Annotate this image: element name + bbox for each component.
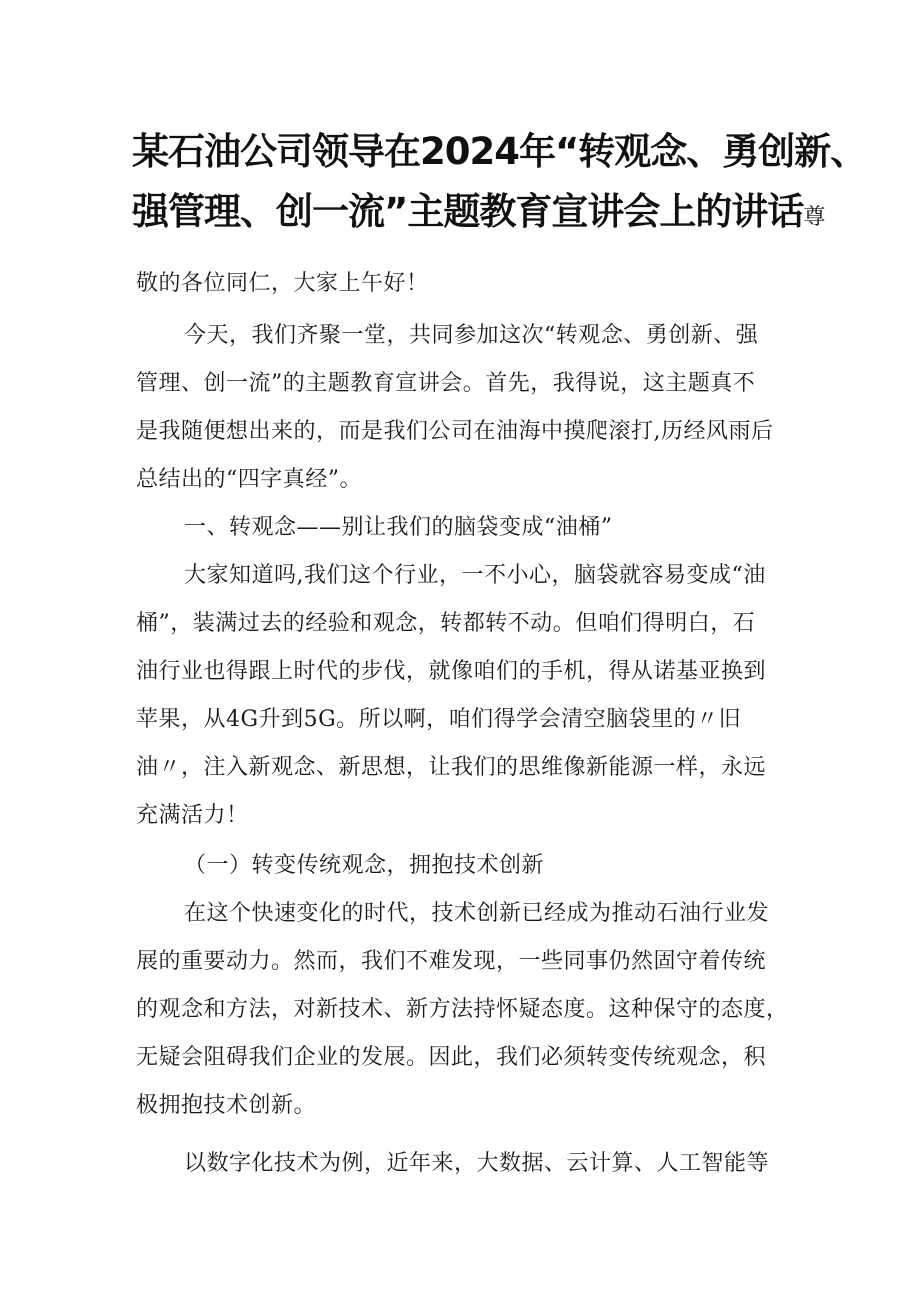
paragraph-4-line-1: 以数字化技术为例，近年来，大数据、云计算、人工智能等 [184,1151,770,1176]
title-line-2-text: 强管理、创一流”主题教育宣讲会上的讲话 [132,190,804,233]
paragraph-1-line-2: 管理、创一流”的主题教育宣讲会。首先，我得说，这主题真不 [136,371,756,396]
paragraph-1-line-1: 今天，我们齐聚一堂，共同参加这次“转观念、勇创新、强 [184,323,759,348]
paragraph-2-line-6: 充满活力！ [136,803,249,828]
title-tail-char: 尊 [803,205,826,230]
paragraph-3-line-4: 无疑会阻碍我们企业的发展。因此，我们必须转变传统观念，积 [136,1045,767,1070]
paragraph-2-line-4: 苹果，从4G升到5G。所以啊，咱们得学会清空脑袋里的〃旧 [136,707,742,732]
section-heading-2: （一）转变传统观念，拥抱技术创新 [184,853,545,878]
paragraph-2-line-5: 油〃，注入新观念、新思想，让我们的思维像新能源一样，永远 [136,755,767,780]
document-title-line-2 [132,184,826,246]
document-title-line-1: 某石油公司领导在2024年“转观念、勇创新、 [132,130,867,173]
greeting-text: 敬的各位同仁，大家上午好！ [136,271,429,296]
paragraph-1-line-3: 是我随便想出来的，而是我们公司在油海中摸爬滚打,历经风雨后 [136,419,774,444]
paragraph-3-line-5: 极拥抱技术创新。 [136,1093,317,1118]
paragraph-1-line-4: 总结出的“四字真经”。 [136,467,362,492]
paragraph-2-line-1: 大家知道吗,我们这个行业，一不小心，脑袋就容易变成“油 [184,563,766,588]
section-heading-1: 一、转观念——别让我们的脑袋变成“油桶” [184,515,613,540]
paragraph-3-line-1: 在这个快速变化的时代，技术创新已经成为推动石油行业发 [184,901,770,926]
paragraph-3-line-3: 的观念和方法，对新技术、新方法持怀疑态度。这种保守的态度， [136,997,789,1022]
paragraph-2-line-2: 桶”，装满过去的经验和观念，转都转不动。但咱们得明白，石 [136,611,756,636]
paragraph-3-line-2: 展的重要动力。然而，我们不难发现，一些同事仍然固守着传统 [136,949,767,974]
paragraph-2-line-3: 油行业也得跟上时代的步伐，就像咱们的手机，得从诺基亚换到 [136,659,767,684]
